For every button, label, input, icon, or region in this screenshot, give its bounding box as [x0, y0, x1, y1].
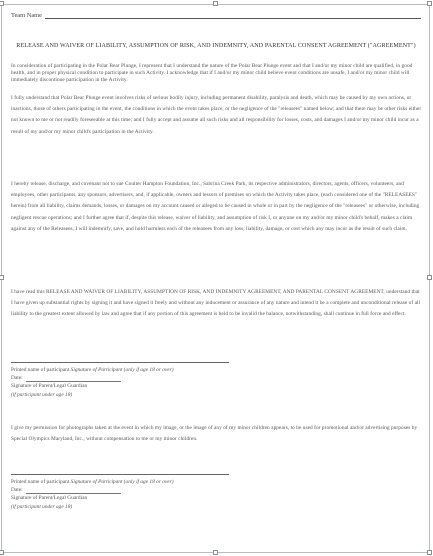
under-18-note: (if participant under age 18)	[11, 391, 73, 398]
signature-line[interactable]	[11, 362, 229, 363]
date-label: Date:	[11, 375, 23, 382]
resize-handle-top-left[interactable]	[0, 1, 4, 6]
signature-line[interactable]	[11, 474, 229, 475]
signature-block-1	[11, 362, 422, 399]
paragraph-photo-consent: I give my permission for photographs taken at the event in which my image, or the image of any of my minor children appears, to be used for promotional and/or advertising purposes by Special Olympics Maryland, Inc., without compensation to me or my minor children.	[11, 425, 418, 443]
resize-handle-top-center[interactable]	[213, 1, 218, 6]
team-name-line	[45, 12, 421, 19]
team-name-label: Team Name	[11, 12, 42, 19]
resize-handle-bottom-right[interactable]	[427, 550, 432, 555]
team-name-field[interactable]	[11, 12, 421, 19]
resize-handle-top-right[interactable]	[427, 1, 432, 6]
printed-name-label: Printed name of participant	[11, 479, 70, 485]
document-page	[1, 4, 430, 553]
paragraph-release: I hereby release, discharge, and covenant not to sue Coulter Hampton Foundation, Inc., Sabrina Creek Park, its respective administrators, directors, agents, officers, volunteers, and employees, other participants, any sponsors, advertisers, and, if applicable, owners and lessors of premises on which the Activity takes place, (each considered one of the "RELEASEES" herein) from all liability, claims demands, losses, or damages on my account caused or alleged to be caused in whole or in part by the negligence of the "releasees" or otherwise, including negligent rescue operations; and I further agree that if, despite this release, waiver of liability, and assumption of risk I, or anyone on my and/or my minor child's behalf, makes a claim against any of the Releasees, I will indemnify, save, and hold harmless each of the releasees from any loss, liability, damage, or cost which any may incur as the result of such claim.	[11, 181, 420, 232]
signature-block-2	[11, 474, 422, 511]
under-18-note: (if participant under age 18)	[11, 503, 73, 510]
participant-signature-label: Signature of Participant (only if age 18 or over)	[70, 367, 174, 373]
participant-signature-label: Signature of Participant (only if age 18 or over)	[70, 479, 174, 485]
resize-handle-bottom-left[interactable]	[0, 550, 4, 555]
resize-handle-middle-left[interactable]	[0, 275, 4, 280]
paragraph-risks: I fully understand that Polar Bear Plunge event involves risks of serious bodily injury, including permanent disability, paralysis and death, which may be caused by my own actions, or inactions, those of others participating in the event, the conditions in which the event takes place, or the negligence of the "releasees" named below; and that there may be other risks either not known to me or not readily foreseeable at this time; and I fully accept and assume all such risks and all responsibility for losses, costs, and damages I and/or my minor child incur as a result of my and/or my minor child's participation in the Activity.	[11, 95, 422, 135]
paragraph-acknowledgement: I have read this RELEASE AND WAIVER OF LIABILITY, ASSUMPTION OF RISK, AND INDEMNITY AGREEMENT, AND PARENTAL CONSENT AGREEMENT, understand that I have given up substantial rights by signing it and have signed it freely and without any inducement or assurance of any nature and intend it be a complete and unconditional release of all liability to the greatest extent allowed by law and agree that if any portion of this agreement is held to be invalid the balance, notwithstanding, shall continue in full force and effect.	[11, 289, 421, 318]
printed-name-label: Printed name of participant	[11, 367, 70, 373]
guardian-signature-label: Signature of Parent/Legal Guardian	[11, 495, 88, 502]
resize-handle-middle-right[interactable]	[427, 275, 432, 280]
resize-handle-bottom-center[interactable]	[213, 550, 218, 555]
guardian-signature-label: Signature of Parent/Legal Guardian	[11, 383, 88, 390]
paragraph-consideration: In consideration of participating in the Polar Bear Plunge, I represent that I understand the nature of the Polar Bear Plunge event and that I and/or my minor child are qualified, in good health, and in proper physical condition to participate in such Activity. I acknowledge that if I and/or my minor child believe event conditions are unsafe, I and/or my minor child will immediately discontinue participation in the Activity.	[11, 63, 413, 83]
date-label: Date:	[11, 487, 23, 494]
agreement-heading: RELEASE AND WAIVER OF LIABILITY, ASSUMPTION OF RISK, AND INDEMNITY, AND PARENTAL CONSENT AGREEMENT ("AGREEMENT")	[16, 43, 416, 49]
